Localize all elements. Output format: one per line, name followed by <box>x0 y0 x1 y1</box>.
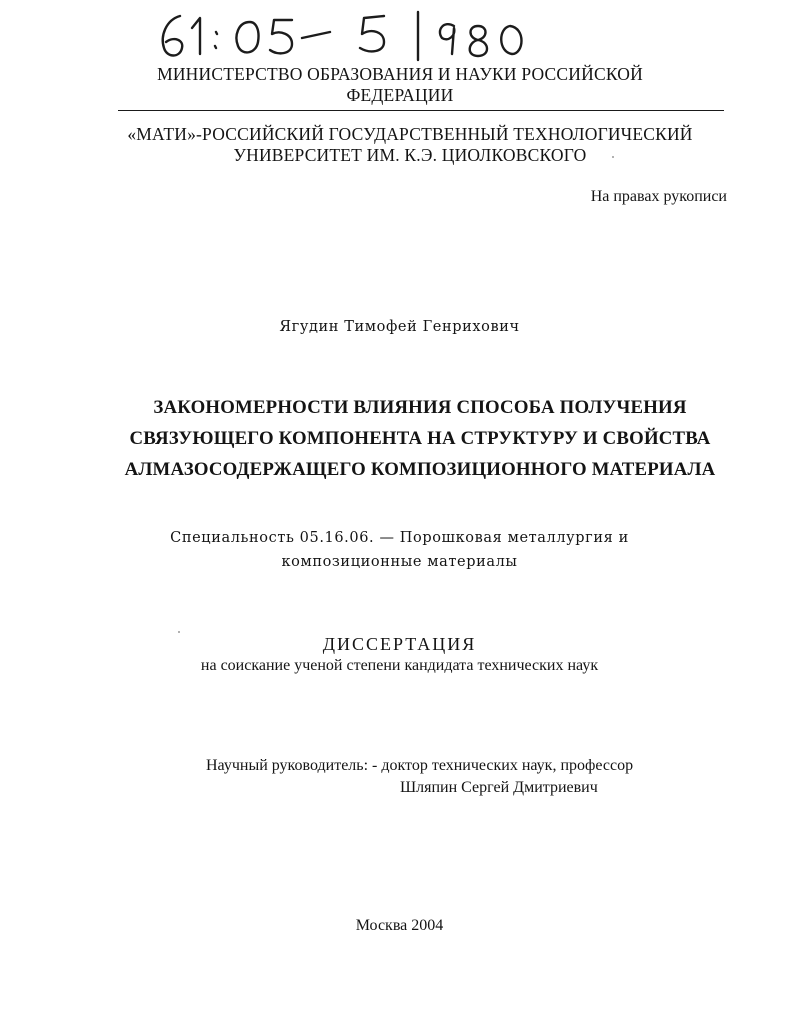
supervisor-name: Шляпин Сергей Дмитриевич <box>400 779 598 796</box>
ministry-line-2: ФЕДЕРАЦИИ <box>346 85 454 105</box>
handwritten-catalogue-number <box>150 10 540 62</box>
university-header <box>100 124 720 166</box>
title-line-1: ЗАКОНОМЕРНОСТИ ВЛИЯНИЯ СПОСОБА ПОЛУЧЕНИЯ <box>153 397 687 418</box>
rights-note: На правах рукописи <box>590 188 727 205</box>
city-year: Москва 2004 <box>355 917 444 934</box>
dissertation-title <box>100 392 740 485</box>
specialty-line-2: композиционные материалы <box>281 554 518 570</box>
author-name: Ягудин Тимофей Генрихович <box>279 319 520 335</box>
title-line-3: АЛМАЗОСОДЕРЖАЩЕГО КОМПОЗИЦИОННОГО МАТЕРИАЛА <box>124 459 716 480</box>
scan-speck <box>178 631 180 633</box>
title-line-2: СВЯЗУЮЩЕГО КОМПОНЕНТА НА СТРУКТУРУ И СВОЙСТВА <box>129 428 711 449</box>
specialty <box>0 526 799 574</box>
specialty-line-1: Специальность 05.16.06. — Порошковая металлургия и <box>170 530 629 546</box>
document-type: ДИССЕРТАЦИЯ <box>322 634 477 654</box>
supervisor-line: Научный руководитель: - доктор технических наук, профессор <box>206 757 634 774</box>
header-divider <box>118 110 724 111</box>
ministry-header <box>130 64 670 106</box>
university-line-2: УНИВЕРСИТЕТ ИМ. К.Э. ЦИОЛКОВСКОГО <box>233 145 587 165</box>
scan-speck <box>612 156 614 158</box>
ministry-line-1: МИНИСТЕРСТВО ОБРАЗОВАНИЯ И НАУКИ РОССИЙСКОЙ <box>157 64 643 84</box>
handwriting-strokes <box>150 10 540 62</box>
university-line-1: «МАТИ»-РОССИЙСКИЙ ГОСУДАРСТВЕННЫЙ ТЕХНОЛОГИЧЕСКИЙ <box>127 124 693 144</box>
degree-line: на соискание ученой степени кандидата технических наук <box>200 657 599 674</box>
